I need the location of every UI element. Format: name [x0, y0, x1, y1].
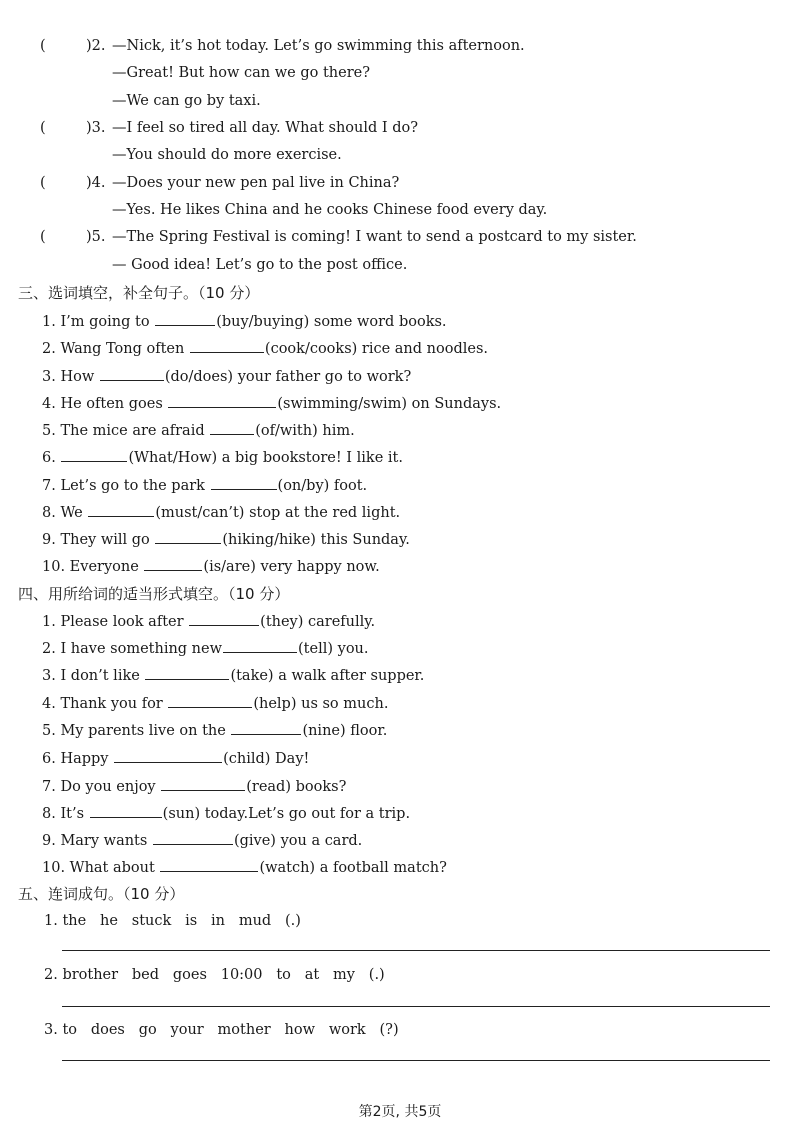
section-5-title: 五、连词成句。（10 分） [18, 885, 185, 903]
dialogue-line: — Good idea! Let’s go to the post office. [112, 257, 408, 273]
answer-blank[interactable] [160, 856, 258, 872]
answer-line[interactable] [62, 1060, 770, 1061]
dialogue-line: —We can go by taxi. [112, 93, 261, 109]
answer-paren[interactable]: ( [40, 229, 46, 245]
answer-blank[interactable] [231, 719, 301, 735]
fill-item: 2. I have something new (tell) you. [42, 637, 369, 659]
fill-item: 6. (What/How) a big bookstore! I like it. [42, 446, 403, 468]
answer-blank[interactable] [223, 637, 297, 653]
word-order-item: 1. the he stuck is in mud (.) [44, 913, 301, 929]
fill-item: 8. We (must/can’t) stop at the red light. [42, 501, 400, 523]
dialogue-line: —I feel so tired all day. What should I do? [112, 120, 419, 136]
answer-blank[interactable] [189, 610, 259, 626]
word-order-item: 3. to does go your mother how work (?) [44, 1022, 399, 1038]
item-number: )5. [86, 229, 106, 245]
item-number: )3. [86, 120, 106, 136]
answer-blank[interactable] [144, 555, 202, 571]
answer-paren[interactable]: ( [40, 120, 46, 136]
answer-blank[interactable] [211, 474, 277, 490]
fill-item: 2. Wang Tong often (cook/cooks) rice and noodles. [42, 337, 488, 359]
dialogue-line: —Nick, it’s hot today. Let’s go swimming this afternoon. [112, 38, 525, 54]
answer-blank[interactable] [168, 392, 276, 408]
item-number: )4. [86, 175, 106, 191]
fill-item: 4. Thank you for (help) us so much. [42, 692, 388, 714]
answer-blank[interactable] [145, 664, 229, 680]
fill-item: 4. He often goes (swimming/swim) on Sundays. [42, 392, 501, 414]
fill-item: 9. They will go (hiking/hike) this Sunday. [42, 528, 410, 550]
dialogue-line: —You should do more exercise. [112, 147, 342, 163]
answer-blank[interactable] [210, 419, 254, 435]
answer-blank[interactable] [190, 337, 264, 353]
answer-blank[interactable] [155, 528, 221, 544]
answer-blank[interactable] [155, 310, 215, 326]
fill-item: 3. I don’t like (take) a walk after supper. [42, 664, 424, 686]
fill-item: 5. My parents live on the (nine) floor. [42, 719, 387, 741]
answer-line[interactable] [62, 1006, 770, 1007]
fill-item: 3. How (do/does) your father go to work? [42, 365, 411, 387]
fill-item: 9. Mary wants (give) you a card. [42, 829, 362, 851]
answer-paren[interactable]: ( [40, 38, 46, 54]
fill-item: 5. The mice are afraid (of/with) him. [42, 419, 355, 441]
answer-blank[interactable] [161, 775, 245, 791]
section-4-title: 四、用所给词的适当形式填空。（10 分） [18, 585, 290, 603]
answer-blank[interactable] [153, 829, 233, 845]
word-order-item: 2. brother bed goes 10:00 to at my (.) [44, 967, 385, 983]
dialogue-line: —The Spring Festival is coming! I want to send a postcard to my sister. [112, 229, 637, 245]
dialogue-line: —Great! But how can we go there? [112, 65, 370, 81]
fill-item: 7. Do you enjoy (read) books? [42, 775, 346, 797]
answer-blank[interactable] [88, 501, 154, 517]
section-3-title: 三、选词填空，补全句子。（10 分） [18, 284, 260, 302]
answer-blank[interactable] [168, 692, 252, 708]
answer-blank[interactable] [90, 802, 162, 818]
fill-item: 7. Let’s go to the park (on/by) foot. [42, 474, 367, 496]
page-footer: 第2页, 共5页 [358, 1104, 442, 1120]
answer-line[interactable] [62, 950, 770, 951]
fill-item: 6. Happy (child) Day! [42, 747, 309, 769]
item-number: )2. [86, 38, 106, 54]
fill-item: 1. I’m going to (buy/buying) some word books. [42, 310, 447, 332]
answer-blank[interactable] [61, 446, 127, 462]
dialogue-line: —Does your new pen pal live in China? [112, 175, 400, 191]
answer-blank[interactable] [100, 365, 164, 381]
fill-item: 10. Everyone (is/are) very happy now. [42, 555, 380, 577]
answer-blank[interactable] [114, 747, 222, 763]
dialogue-line: —Yes. He likes China and he cooks Chinese food every day. [112, 202, 548, 218]
fill-item: 10. What about (watch) a football match? [42, 856, 447, 878]
fill-item: 8. It’s (sun) today.Let’s go out for a trip. [42, 802, 410, 824]
answer-paren[interactable]: ( [40, 175, 46, 191]
fill-item: 1. Please look after (they) carefully. [42, 610, 375, 632]
